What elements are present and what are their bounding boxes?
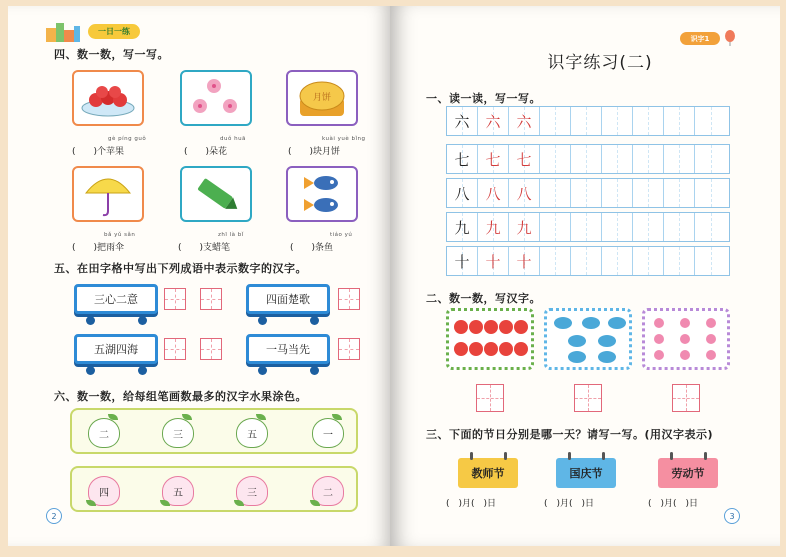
write-cell[interactable] [571, 145, 602, 173]
write-cell[interactable] [571, 247, 602, 275]
write-cell[interactable] [540, 179, 571, 207]
pinyin-2: duǒ huā [220, 136, 246, 142]
fish-icon [294, 171, 350, 217]
q2-title: 二、数一数，写汉字。 [426, 292, 541, 305]
balloon-icon [724, 30, 736, 46]
snail-box [544, 308, 632, 370]
trace-char: 十 [509, 247, 540, 275]
fruit-char[interactable]: 二 [88, 418, 120, 448]
calendar-ring [470, 452, 473, 460]
fruit-group-1 [70, 408, 358, 454]
blank-crayon[interactable]: ( )支蜡笔 [178, 243, 231, 253]
mooncake-icon [294, 76, 350, 120]
calendar-ring [504, 452, 507, 460]
write-cell[interactable] [633, 179, 664, 207]
left-page [8, 6, 390, 546]
fruit-char[interactable]: 二 [312, 476, 344, 506]
calendar-ring [670, 452, 673, 460]
write-cell[interactable] [633, 247, 664, 275]
apple-icon [80, 78, 136, 118]
header-decoration [46, 20, 142, 42]
pinyin-3: kuài yuè bǐng [322, 136, 366, 142]
festival-teachers-day: 教师节 [458, 458, 518, 488]
blank-apple[interactable]: ( )个苹果 [72, 147, 125, 157]
writing-row [446, 144, 730, 174]
idiom-card-3: 五湖四海 [74, 334, 158, 364]
date-blank-teachers-day[interactable]: ( )月( )日 [446, 499, 497, 509]
wheel [86, 366, 95, 375]
blank-fish[interactable]: ( )条鱼 [290, 243, 334, 253]
q1-title: 一、读一读，写一写。 [426, 92, 541, 105]
write-cell[interactable] [695, 213, 726, 241]
write-cell[interactable] [540, 145, 571, 173]
write-cell[interactable] [540, 247, 571, 275]
writing-row [446, 212, 730, 242]
wheel [310, 366, 319, 375]
umbrella-icon [80, 171, 136, 217]
wheel [310, 316, 319, 325]
write-cell[interactable] [633, 145, 664, 173]
write-cell[interactable] [664, 179, 695, 207]
print-char: 十 [447, 247, 478, 275]
answer-box-strawberry[interactable] [476, 384, 504, 412]
write-cell[interactable] [571, 213, 602, 241]
write-cell[interactable] [602, 145, 633, 173]
trace-char: 七 [509, 145, 540, 173]
flower-icon [645, 311, 727, 367]
write-cell[interactable] [602, 247, 633, 275]
tian-grid-box[interactable] [200, 288, 222, 310]
flower-picture [180, 70, 252, 126]
write-cell[interactable] [664, 145, 695, 173]
print-char: 八 [447, 179, 478, 207]
flower-box [642, 308, 730, 370]
trace-char: 七 [478, 145, 509, 173]
trace-char: 六 [509, 107, 540, 135]
write-cell[interactable] [664, 247, 695, 275]
strawberry-icon [449, 311, 531, 367]
q3-title: 三、下面的节日分别是哪一天？请写一写。(用汉字表示) [426, 428, 714, 441]
fruit-char[interactable]: 五 [162, 476, 194, 506]
fruit-char[interactable]: 四 [88, 476, 120, 506]
tian-grid-box[interactable] [164, 338, 186, 360]
write-cell[interactable] [695, 179, 726, 207]
trace-char: 八 [478, 179, 509, 207]
page-title: 识字练习(二) [547, 53, 653, 73]
fish-picture [286, 166, 358, 222]
wheel [258, 366, 267, 375]
pinyin-6: tiáo yú [330, 232, 353, 238]
page-number: 2 [46, 508, 62, 524]
calendar-ring [568, 452, 571, 460]
tian-grid-box[interactable] [338, 288, 360, 310]
wheel [258, 316, 267, 325]
trace-char: 六 [478, 107, 509, 135]
fruit-char[interactable]: 一 [312, 418, 344, 448]
blank-mooncake[interactable]: ( )块月饼 [288, 147, 341, 157]
apple-picture [72, 70, 144, 126]
idiom-card-4: 一马当先 [246, 334, 330, 364]
print-char: 六 [447, 107, 478, 135]
q6-title: 六、数一数，给每组笔画数最多的汉字水果涂色。 [54, 390, 307, 403]
wheel [86, 316, 95, 325]
calendar-ring [704, 452, 707, 460]
tian-grid-box[interactable] [338, 338, 360, 360]
header-badge: 识字1 [680, 32, 720, 45]
header-badge: 一日一练 [88, 24, 140, 39]
idiom-card-2: 四面楚歌 [246, 284, 330, 314]
write-cell[interactable] [664, 107, 695, 135]
tian-grid-box[interactable] [200, 338, 222, 360]
fruit-group-2 [70, 466, 358, 512]
trace-char: 九 [478, 213, 509, 241]
q4-title: 四、数一数，写一写。 [54, 48, 169, 61]
write-cell[interactable] [540, 107, 571, 135]
writing-row [446, 106, 730, 136]
pinyin-4: bǎ yǔ sǎn [104, 232, 136, 238]
q5-title: 五、在田字格中写出下列成语中表示数字的汉字。 [54, 262, 307, 275]
writing-row [446, 246, 730, 276]
festival-national-day: 国庆节 [556, 458, 616, 488]
print-char: 九 [447, 213, 478, 241]
write-cell[interactable] [602, 107, 633, 135]
write-cell[interactable] [664, 213, 695, 241]
fruit-char[interactable]: 五 [236, 418, 268, 448]
pinyin-1: gè píng guǒ [108, 136, 147, 142]
umbrella-picture [72, 166, 144, 222]
print-char: 七 [447, 145, 478, 173]
blank-umbrella[interactable]: ( )把雨伞 [72, 243, 125, 253]
blank-flower[interactable]: ( )朵花 [184, 147, 228, 157]
write-cell[interactable] [695, 145, 726, 173]
trace-char: 十 [478, 247, 509, 275]
answer-box-flower[interactable] [672, 384, 700, 412]
write-cell[interactable] [540, 213, 571, 241]
crayon-picture [180, 166, 252, 222]
mooncake-label: 月饼 [312, 93, 332, 103]
write-cell[interactable] [602, 213, 633, 241]
wheel [138, 316, 147, 325]
right-page [390, 6, 780, 546]
mooncake-picture [286, 70, 358, 126]
fruit-char[interactable]: 三 [236, 476, 268, 506]
write-cell[interactable] [571, 179, 602, 207]
writing-row [446, 178, 730, 208]
write-cell[interactable] [602, 179, 633, 207]
trace-char: 九 [509, 213, 540, 241]
calendar-ring [602, 452, 605, 460]
flower-icon [188, 76, 244, 120]
fruit-char[interactable]: 三 [162, 418, 194, 448]
write-cell[interactable] [571, 107, 602, 135]
trace-char: 八 [509, 179, 540, 207]
date-blank-labor-day[interactable]: ( )月( )日 [648, 499, 699, 509]
answer-box-snail[interactable] [574, 384, 602, 412]
write-cell[interactable] [633, 107, 664, 135]
page-number: 3 [724, 508, 740, 524]
write-cell[interactable] [633, 213, 664, 241]
pinyin-5: zhī là bǐ [218, 232, 244, 238]
idiom-card-1: 三心二意 [74, 284, 158, 314]
write-cell[interactable] [695, 107, 726, 135]
write-cell[interactable] [695, 247, 726, 275]
date-blank-national-day[interactable]: ( )月( )日 [544, 499, 595, 509]
strawberry-box [446, 308, 534, 370]
snail-icon [547, 311, 629, 367]
festival-labor-day: 劳动节 [658, 458, 718, 488]
wheel [138, 366, 147, 375]
tian-grid-box[interactable] [164, 288, 186, 310]
crayon-icon [188, 171, 244, 217]
